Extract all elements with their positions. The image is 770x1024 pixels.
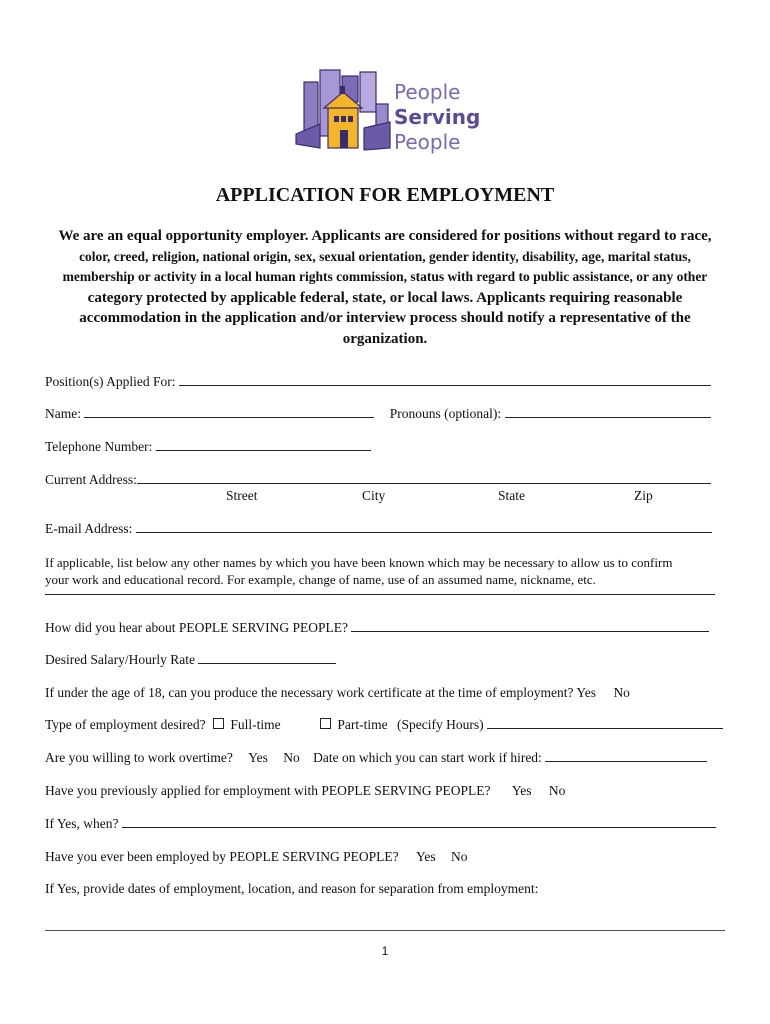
state-sublabel: State — [498, 488, 525, 503]
position-label: Position(s) Applied For: — [45, 374, 176, 389]
employed-no-option[interactable]: No — [451, 849, 468, 864]
overtime-row — [45, 750, 707, 766]
position-row — [45, 374, 711, 390]
specify-hours-label: (Specify Hours) — [397, 717, 484, 732]
start-date-label: Date on which you can start work if hired: — [313, 750, 542, 765]
applied-row — [45, 783, 565, 799]
hear-field[interactable] — [351, 620, 709, 632]
parttime-label: Part-time — [337, 717, 388, 732]
email-label: E-mail Address: — [45, 521, 133, 536]
name-row — [45, 406, 711, 422]
overtime-label: Are you willing to work overtime? — [45, 750, 233, 765]
employed-row — [45, 849, 468, 865]
pronouns-label: Pronouns (optional): — [389, 406, 502, 421]
fulltime-label: Full-time — [230, 717, 281, 732]
other-names-field[interactable] — [45, 588, 715, 595]
position-field[interactable] — [179, 374, 711, 386]
employment-type-row — [45, 717, 723, 733]
page-title: APPLICATION FOR EMPLOYMENT — [215, 184, 555, 206]
parttime-checkbox[interactable] — [320, 718, 331, 729]
pronouns-field[interactable] — [505, 406, 711, 418]
dates-answer-line[interactable] — [45, 930, 725, 931]
email-row — [45, 521, 712, 537]
when-label: If Yes, when? — [45, 816, 119, 831]
address-row — [45, 472, 711, 488]
email-field[interactable] — [136, 521, 712, 533]
overtime-yes-option[interactable]: Yes — [248, 750, 268, 765]
under18-row — [45, 685, 630, 701]
address-label: Current Address: — [45, 472, 137, 487]
under18-no-option[interactable]: No — [613, 685, 630, 700]
telephone-field[interactable] — [156, 439, 371, 451]
salary-row — [45, 652, 336, 668]
dates-label: If Yes, provide dates of employment, location, and reason for separation from employment: — [45, 881, 539, 896]
overtime-no-option[interactable]: No — [283, 750, 300, 765]
hear-label: How did you hear about PEOPLE SERVING PEOPLE? — [45, 620, 349, 635]
specify-hours-field[interactable] — [487, 717, 723, 729]
address-field[interactable] — [137, 472, 711, 484]
salary-label: Desired Salary/Hourly Rate — [45, 652, 195, 667]
employment-type-label: Type of employment desired? — [45, 717, 206, 732]
equal-opportunity-statement: We are an equal opportunity employer. Applicants are considered for positions without regard to race, color, creed, religion, national origin, sex, sexual orientation, gender identity, disability, age, marital status, membership or activity in a local human rights commission, status with regard to public assistance, or any other category protected by applicable federal, state, or local laws. Applicants requiring reasonable accommodation in the application and/or interview process should notify a representative of the organization. — [58, 228, 712, 347]
employed-yes-option[interactable]: Yes — [415, 849, 436, 864]
page-number: 1 — [381, 944, 389, 958]
applied-yes-option[interactable]: Yes — [511, 783, 532, 798]
name-label: Name: — [45, 406, 81, 421]
telephone-row — [45, 439, 371, 455]
when-field[interactable] — [122, 816, 716, 828]
telephone-label: Telephone Number: — [45, 439, 153, 454]
dates-row — [45, 881, 538, 897]
start-date-field[interactable] — [545, 750, 707, 762]
salary-field[interactable] — [198, 652, 336, 664]
employed-label: Have you ever been employed by PEOPLE SERVING PEOPLE? — [45, 849, 399, 864]
name-field[interactable] — [84, 406, 374, 418]
applied-no-option[interactable]: No — [548, 783, 566, 798]
street-sublabel: Street — [226, 488, 258, 503]
other-names-instructions: If applicable, list below any other names by which you have been known which may be necessary to allow us to confirm your work and educational record. For example, change of name, use of an assumed name, nickname, etc. — [45, 554, 735, 595]
fulltime-checkbox[interactable] — [213, 718, 224, 729]
logo-wordmark: People Serving People — [394, 80, 481, 154]
when-row — [45, 816, 716, 832]
zip-sublabel: Zip — [634, 488, 653, 503]
hear-row — [45, 620, 709, 636]
applied-label: Have you previously applied for employment with PEOPLE SERVING PEOPLE? — [45, 783, 491, 798]
city-sublabel: City — [362, 488, 386, 503]
under18-label: If under the age of 18, can you produce the necessary work certificate at the time of employment? Yes — [45, 685, 597, 700]
